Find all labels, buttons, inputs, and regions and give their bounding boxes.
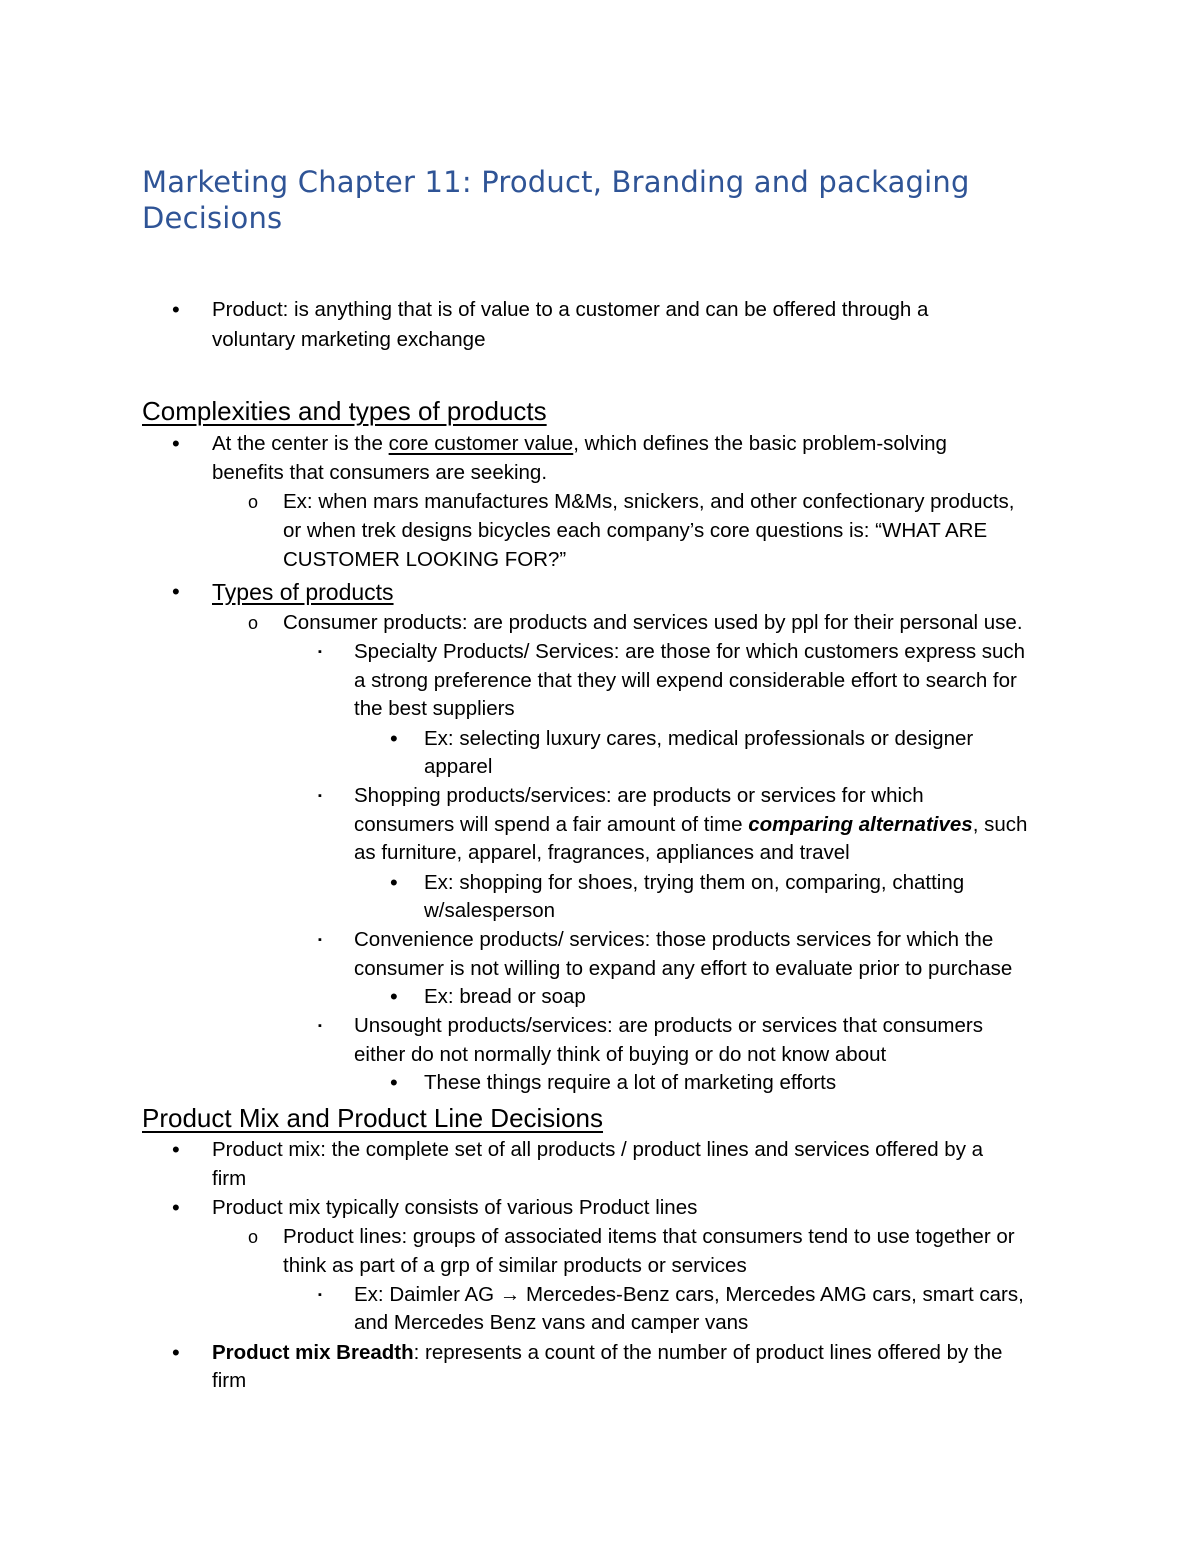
- core-value-post: , which defines the basic problem-solving: [573, 432, 947, 455]
- bullet-dot: •: [172, 1340, 180, 1365]
- specialty-line-2: a strong preference that they will expend considerable effort to search for: [354, 669, 1017, 692]
- bullet-dot: •: [390, 984, 398, 1009]
- shopping-example-line-1: Ex: shopping for shoes, trying them on, comparing, chatting: [424, 871, 965, 894]
- specialty-line-3: the best suppliers: [354, 697, 515, 720]
- daimler-pre: Ex: Daimler AG: [354, 1283, 500, 1306]
- bullet-dot: •: [172, 1195, 180, 1220]
- product-mix-line-2: firm: [212, 1167, 247, 1190]
- section-heading-complexities: Complexities and types of products: [142, 396, 547, 426]
- breadth-line-1: [212, 1339, 1002, 1367]
- bullet-dot: •: [390, 726, 398, 751]
- mars-example-line-1: Ex: when mars manufactures M&Ms, snickers, and other confectionary products,: [283, 490, 1015, 513]
- document-title: Marketing Chapter 11: Product, Branding and packaging Decisions: [142, 165, 970, 235]
- arrow-right-icon: →: [499, 1283, 521, 1306]
- unsought-line-1: Unsought products/services: are products or services that consumers: [354, 1014, 983, 1037]
- specialty-example-line-2: apparel: [424, 755, 493, 778]
- core-customer-value-term: core customer value: [388, 432, 574, 455]
- bullet-square: ▪: [318, 790, 322, 802]
- shopping-example-line-2: w/salesperson: [424, 899, 556, 922]
- bullet-circle: o: [248, 613, 259, 633]
- bullet-circle: o: [248, 1227, 259, 1247]
- mars-example-line-2: or when trek designs bicycles each company’s core questions is: “WHAT ARE: [283, 519, 988, 542]
- bullet-square: ▪: [318, 1289, 322, 1301]
- specialty-example-line-1: Ex: selecting luxury cares, medical professionals or designer: [424, 727, 974, 750]
- specialty-line-1: Specialty Products/ Services: are those for which customers express such: [354, 640, 1026, 663]
- bullet-square: ▪: [318, 1020, 322, 1032]
- bullet-dot: •: [172, 579, 180, 604]
- unsought-example: These things require a lot of marketing efforts: [424, 1071, 837, 1094]
- mars-example-line-3: CUSTOMER LOOKING FOR?”: [283, 548, 567, 571]
- shopping-line-2: [354, 811, 1027, 839]
- intro-line-1: Product: is anything that is of value to a customer and can be offered through a: [212, 298, 929, 321]
- daimler-example-line-2: and Mercedes Benz vans and camper vans: [354, 1311, 749, 1334]
- bullet-dot: •: [390, 870, 398, 895]
- daimler-post: Mercedes-Benz cars, Mercedes AMG cars, smart cars,: [520, 1283, 1024, 1306]
- bullet-dot: •: [172, 297, 180, 322]
- consumer-products-line: Consumer products: are products and services used by ppl for their personal use.: [283, 611, 1023, 634]
- comparing-alternatives-term: comparing alternatives: [748, 813, 973, 836]
- bullet-square: ▪: [318, 934, 322, 946]
- section-heading-product-mix: Product Mix and Product Line Decisions: [142, 1103, 604, 1133]
- core-value-pre: At the center is the: [212, 432, 389, 455]
- product-lines-line-1: Product lines: groups of associated items that consumers tend to use together or: [283, 1225, 1015, 1248]
- bullet-dot: •: [172, 1137, 180, 1162]
- convenience-line-1: Convenience products/ services: those products services for which the: [354, 928, 994, 951]
- product-mix-lines: Product mix typically consists of various Product lines: [212, 1196, 698, 1219]
- shopping-line-1: Shopping products/services: are products or services for which: [354, 784, 924, 807]
- shopping-line-2-post: , such: [972, 813, 1028, 836]
- types-of-products-heading: Types of products: [212, 579, 394, 605]
- daimler-example-line-1: [354, 1281, 1024, 1309]
- product-mix-breadth-term: Product mix Breadth: [212, 1341, 414, 1364]
- bullet-dot: •: [172, 431, 180, 456]
- unsought-line-2: either do not normally think of buying or do not know about: [354, 1043, 887, 1066]
- breadth-line-2: firm: [212, 1369, 247, 1392]
- shopping-line-2-pre: consumers will spend a fair amount of time: [354, 813, 749, 836]
- bullet-circle: o: [248, 492, 259, 512]
- core-value-line-2: benefits that consumers are seeking.: [212, 461, 548, 484]
- bullet-square: ▪: [318, 646, 322, 658]
- convenience-line-2: consumer is not willing to expand any effort to evaluate prior to purchase: [354, 957, 1013, 980]
- shopping-line-3: as furniture, apparel, fragrances, appliances and travel: [354, 841, 850, 864]
- intro-line-2: voluntary marketing exchange: [212, 328, 486, 351]
- convenience-example: Ex: bread or soap: [424, 985, 586, 1008]
- product-lines-line-2: think as part of a grp of similar products or services: [283, 1254, 747, 1277]
- product-mix-line-1: Product mix: the complete set of all products / product lines and services offered by a: [212, 1138, 984, 1161]
- breadth-definition: : represents a count of the number of product lines offered by the: [413, 1341, 1003, 1364]
- bullet-dot: •: [390, 1070, 398, 1095]
- core-value-line-1: [212, 430, 947, 458]
